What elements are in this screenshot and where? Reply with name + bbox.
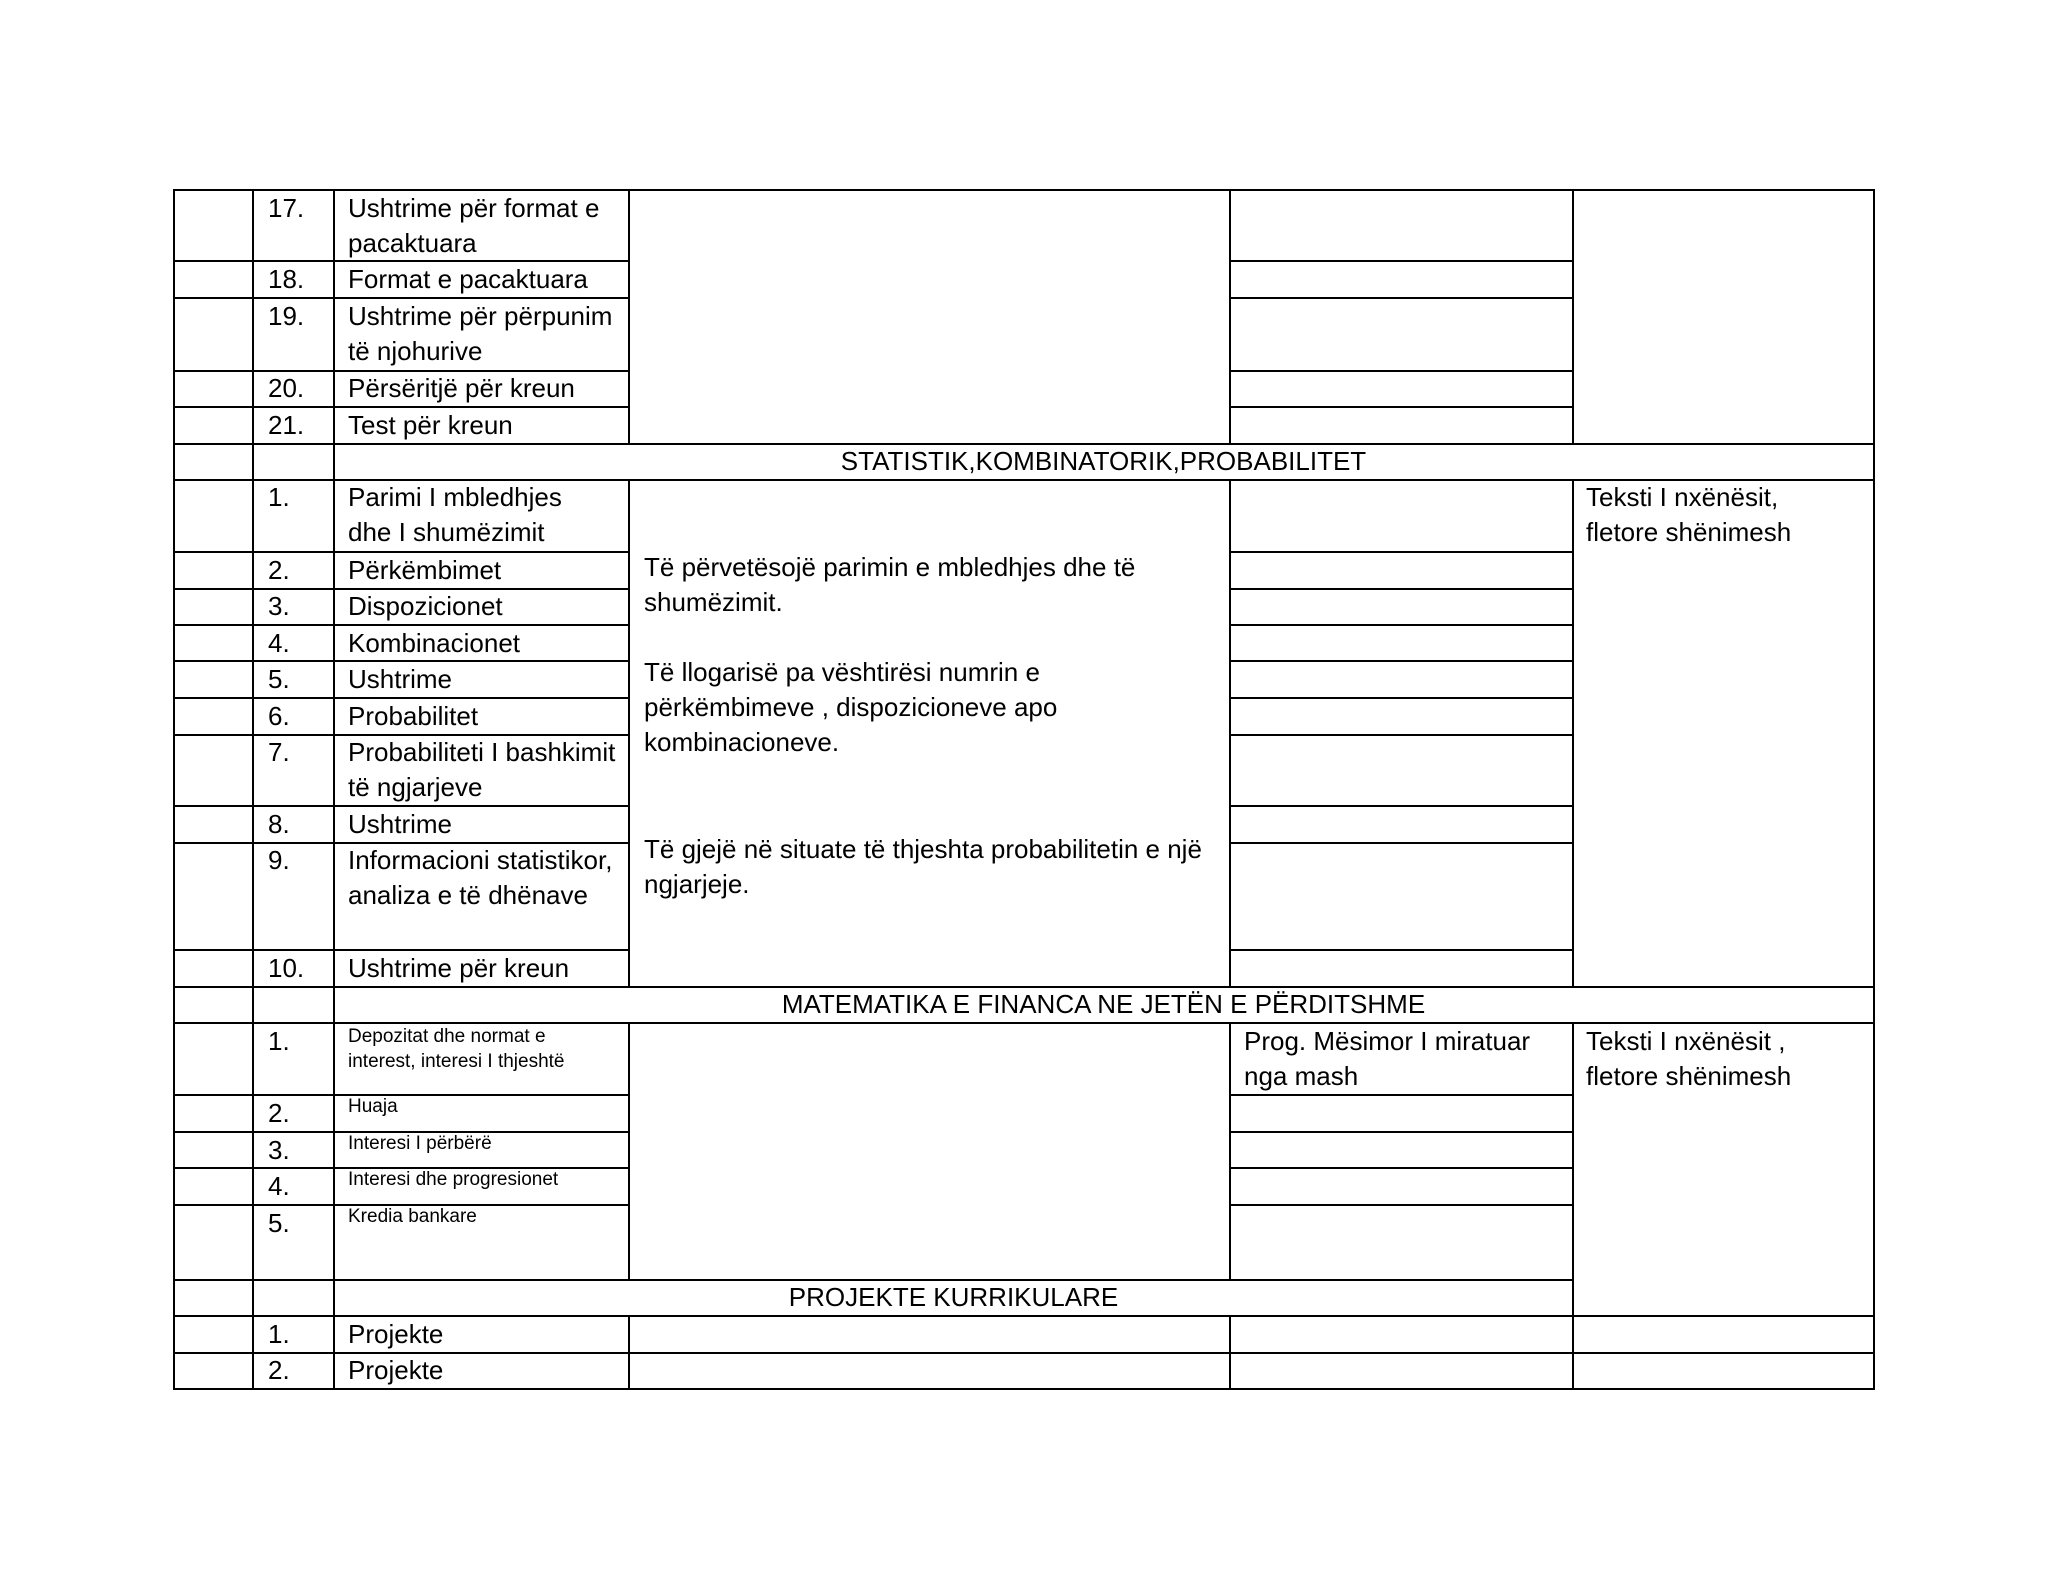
row-number: 1. bbox=[268, 1026, 290, 1056]
table-border-left bbox=[173, 189, 175, 1390]
row-number: 21. bbox=[268, 410, 305, 440]
topic-cell: Projekte bbox=[348, 1355, 444, 1385]
column-divider bbox=[628, 1022, 630, 1281]
column-divider bbox=[1229, 189, 1231, 445]
topic-cell: Ushtrime bbox=[348, 809, 453, 839]
topic-cell: Parimi I mbledhjes dhe I shumëzimit bbox=[348, 482, 562, 547]
row-divider bbox=[1230, 949, 1573, 951]
row-number: 5. bbox=[268, 664, 290, 694]
column-divider bbox=[333, 189, 335, 1390]
objective-text: Të përvetësojë parimin e mbledhjes dhe të shumëzimit. bbox=[644, 552, 1136, 617]
row-number: 1. bbox=[268, 482, 290, 512]
section-heading: PROJEKTE KURRIKULARE bbox=[788, 1282, 1119, 1312]
table-border-right bbox=[1873, 189, 1875, 1390]
row-divider bbox=[1230, 297, 1573, 299]
topic-cell: Ushtrime për format e pacaktuara bbox=[348, 193, 600, 258]
section-heading: STATISTIK,KOMBINATORIK,PROBABILITET bbox=[840, 446, 1367, 476]
row-divider bbox=[1230, 660, 1573, 662]
row-divider bbox=[1230, 1131, 1573, 1133]
topic-cell: Dispozicionet bbox=[348, 591, 503, 621]
topic-cell: Huaja bbox=[348, 1096, 398, 1117]
column-divider bbox=[1229, 1315, 1231, 1390]
topic-cell: Kombinacionet bbox=[348, 628, 520, 658]
row-number: 2. bbox=[268, 1355, 290, 1385]
topic-cell: Interesi I përbërë bbox=[348, 1133, 492, 1154]
topic-cell: Format e pacaktuara bbox=[348, 264, 588, 294]
row-divider bbox=[1230, 551, 1573, 553]
topic-cell: Projekte bbox=[348, 1319, 444, 1349]
column-divider bbox=[628, 1315, 630, 1390]
resources-cell: Teksti I nxënësit, fletore shënimesh bbox=[1586, 482, 1792, 547]
topic-cell: Informacioni statistikor, analiza e të dhënave bbox=[348, 845, 613, 910]
row-number: 3. bbox=[268, 1135, 290, 1165]
row-number: 20. bbox=[268, 373, 305, 403]
topic-cell: Përkëmbimet bbox=[348, 555, 502, 585]
topic-cell: Test për kreun bbox=[348, 410, 513, 440]
table-border-bottom bbox=[173, 1388, 1874, 1390]
row-number: 6. bbox=[268, 701, 290, 731]
row-number: 2. bbox=[268, 1098, 290, 1128]
row-number: 4. bbox=[268, 1171, 290, 1201]
row-divider bbox=[1230, 734, 1573, 736]
resources-cell: Teksti I nxënësit , fletore shënimesh bbox=[1586, 1026, 1792, 1091]
row-number: 10. bbox=[268, 953, 305, 983]
section-heading: MATEMATIKA E FINANCA NE JETËN E PËRDITSHME bbox=[781, 989, 1426, 1019]
topic-cell: Probabiliteti I bashkimit të ngjarjeve bbox=[348, 737, 616, 802]
column-divider bbox=[1572, 1022, 1574, 1390]
column-divider bbox=[252, 189, 254, 1390]
objective-text: Të llogarisë pa vështirësi numrin e përkëmbimeve , dispozicioneve apo kombinacioneve. bbox=[644, 657, 1058, 757]
topic-cell: Interesi dhe progresionet bbox=[348, 1169, 559, 1190]
row-divider bbox=[1230, 370, 1573, 372]
row-divider bbox=[1230, 697, 1573, 699]
topic-cell: Probabilitet bbox=[348, 701, 479, 731]
row-divider bbox=[1230, 842, 1573, 844]
topic-cell: Depozitat dhe normat e interest, interesi I thjeshtë bbox=[348, 1026, 565, 1072]
objective-text: Të gjejë në situate të thjeshta probabilitetin e një ngjarjeje. bbox=[644, 834, 1202, 899]
program-cell: Prog. Mësimor I miratuar nga mash bbox=[1244, 1026, 1531, 1091]
column-divider bbox=[1572, 189, 1574, 445]
row-divider bbox=[1230, 260, 1573, 262]
row-divider bbox=[1230, 624, 1573, 626]
column-divider bbox=[1229, 479, 1231, 988]
column-divider bbox=[628, 479, 630, 988]
row-divider bbox=[1230, 805, 1573, 807]
row-number: 5. bbox=[268, 1208, 290, 1238]
row-divider bbox=[1230, 1167, 1573, 1169]
column-divider bbox=[628, 189, 630, 445]
row-number: 19. bbox=[268, 301, 305, 331]
row-number: 17. bbox=[268, 193, 305, 223]
row-number: 4. bbox=[268, 628, 290, 658]
row-number: 9. bbox=[268, 845, 290, 875]
row-divider bbox=[1230, 588, 1573, 590]
column-divider bbox=[1229, 1022, 1231, 1281]
topic-cell: Ushtrime për kreun bbox=[348, 953, 570, 983]
topic-cell: Ushtrime bbox=[348, 664, 453, 694]
row-divider bbox=[1230, 1094, 1573, 1096]
row-divider bbox=[1230, 406, 1573, 408]
row-number: 8. bbox=[268, 809, 290, 839]
row-number: 1. bbox=[268, 1319, 290, 1349]
column-divider bbox=[1572, 479, 1574, 988]
topic-cell: Kredia bankare bbox=[348, 1206, 477, 1227]
row-number: 18. bbox=[268, 264, 305, 294]
row-divider bbox=[1230, 1204, 1573, 1206]
row-number: 3. bbox=[268, 591, 290, 621]
row-number: 7. bbox=[268, 737, 290, 767]
topic-cell: Përsëritjë për kreun bbox=[348, 373, 575, 403]
row-number: 2. bbox=[268, 555, 290, 585]
topic-cell: Ushtrime për përpunim të njohurive bbox=[348, 301, 613, 366]
